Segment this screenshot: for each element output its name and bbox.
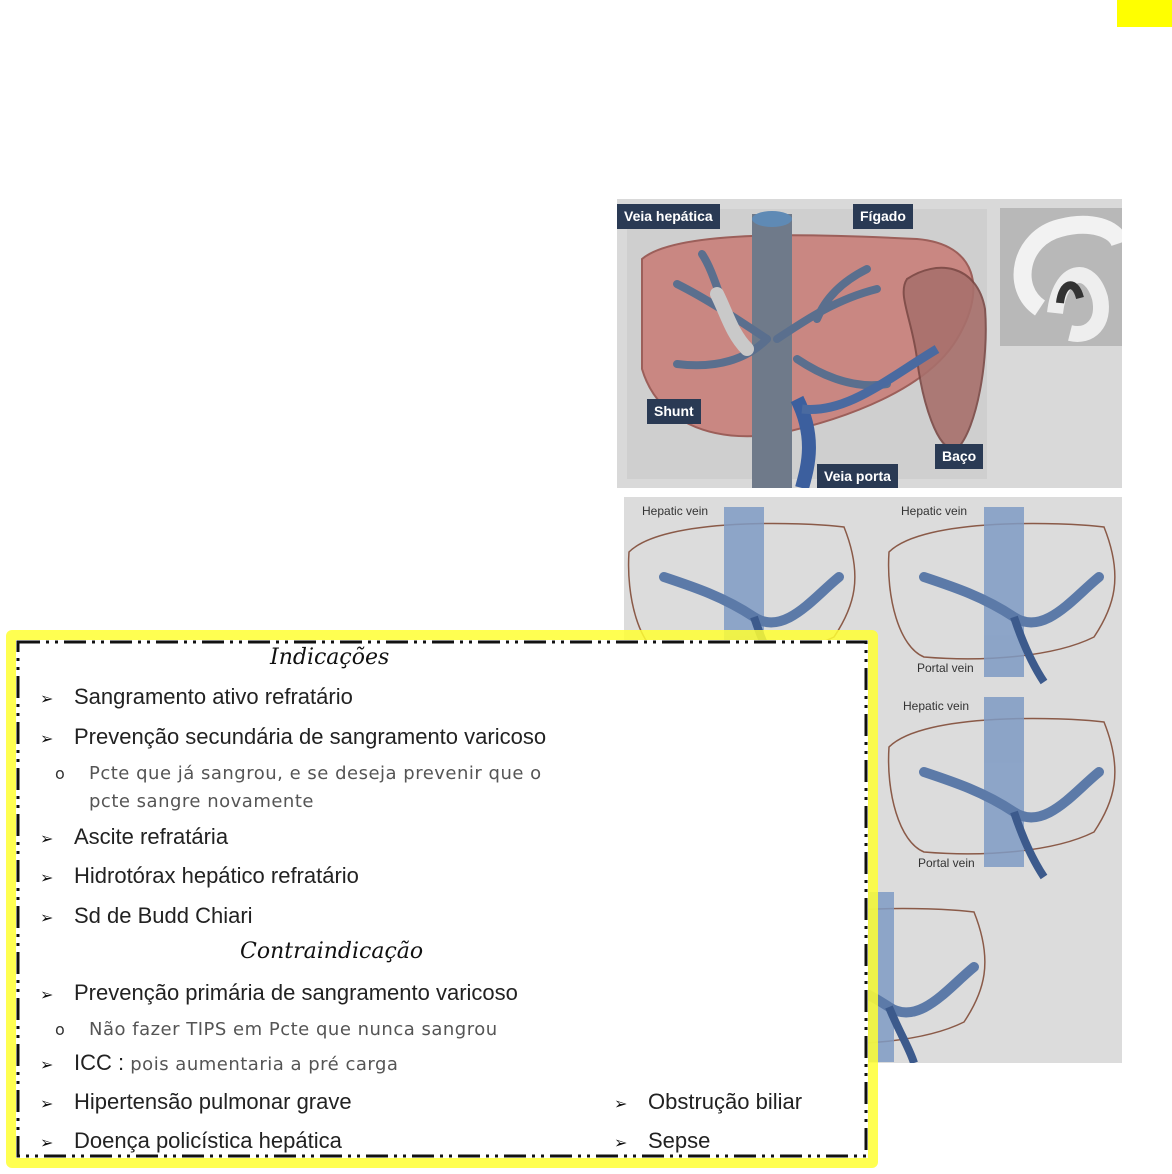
- contraindication-subitem: [55, 1016, 498, 1044]
- contraindication-text: Doença policística hepática: [74, 1128, 342, 1153]
- label-hepatic-vein: Veia hepática: [617, 204, 720, 229]
- arrow-bullet-icon: ➢: [40, 691, 54, 708]
- arrow-bullet-icon: ➢: [40, 731, 54, 748]
- step2-portal-vein-label: Portal vein: [917, 661, 974, 675]
- arrow-bullet-icon: ➢: [40, 1135, 54, 1152]
- contraindication-text: ICC :: [74, 1050, 125, 1075]
- arrow-bullet-icon: ➢: [40, 870, 54, 887]
- indication-item: [40, 724, 546, 753]
- contraindication-text: Sepse: [648, 1128, 711, 1153]
- subitem-line1: Pcte que já sangrou, e se deseja prevenir que o: [89, 763, 542, 784]
- indications-title: Indicações: [270, 645, 390, 670]
- indication-item: [40, 863, 359, 892]
- dashed-frame: [16, 640, 868, 1158]
- label-liver: Fígado: [853, 204, 913, 229]
- indication-text: Prevenção secundária de sangramento varicoso: [74, 724, 547, 749]
- step4-hepatic-vein-label: Hepatic vein: [903, 699, 970, 713]
- indication-item: [40, 903, 253, 932]
- arrow-bullet-icon: ➢: [40, 910, 54, 927]
- indication-text: Sangramento ativo refratário: [74, 684, 353, 709]
- arrow-bullet-icon: ➢: [40, 1096, 54, 1113]
- step1-hepatic-vein-label: Hepatic vein: [642, 504, 709, 518]
- subitem-text: Não fazer TIPS em Pcte que nunca sangrou: [89, 1019, 498, 1040]
- arrow-bullet-icon: ➢: [40, 1057, 54, 1074]
- yellow-corner-mark: [1117, 0, 1172, 27]
- contraindication-text: Obstrução biliar: [648, 1089, 803, 1114]
- contraindication-item: [614, 1128, 710, 1157]
- contraindication-text: Hipertensão pulmonar grave: [74, 1089, 352, 1114]
- contraindication-text: Prevenção primária de sangramento varicoso: [74, 980, 518, 1005]
- circle-bullet-icon: o: [55, 1020, 66, 1039]
- arrow-bullet-icon: ➢: [614, 1135, 628, 1152]
- indication-text: Ascite refratária: [74, 824, 229, 849]
- contraindication-item: [40, 1089, 352, 1118]
- contraindications-title: Contraindicação: [240, 939, 424, 964]
- indication-item: [40, 824, 228, 853]
- label-portal-vein: Veia porta: [817, 464, 898, 488]
- contraindication-item: [40, 1128, 342, 1157]
- contraindication-item: [614, 1089, 802, 1118]
- arrow-bullet-icon: ➢: [614, 1096, 628, 1113]
- stent-drawing: [1000, 208, 1122, 346]
- subitem-line2: pcte sangre novamente: [89, 791, 314, 812]
- circle-bullet-icon: o: [55, 764, 66, 783]
- arrow-bullet-icon: ➢: [40, 987, 54, 1004]
- indication-text: Sd de Budd Chiari: [74, 903, 253, 928]
- label-shunt: Shunt: [647, 399, 701, 424]
- step4-portal-vein-label: Portal vein: [918, 856, 975, 870]
- indication-text: Hidrotórax hepático refratário: [74, 863, 359, 888]
- contraindication-item: [40, 980, 518, 1009]
- indication-item: [40, 684, 353, 713]
- contraindication-item: [40, 1050, 398, 1079]
- stent-photo: [1000, 208, 1122, 346]
- label-spleen: Baço: [935, 444, 983, 469]
- arrow-bullet-icon: ➢: [40, 831, 54, 848]
- step2-hepatic-vein-label: Hepatic vein: [901, 504, 968, 518]
- icc-note: pois aumentaria a pré carga: [130, 1054, 399, 1075]
- indication-subitem: [55, 760, 542, 816]
